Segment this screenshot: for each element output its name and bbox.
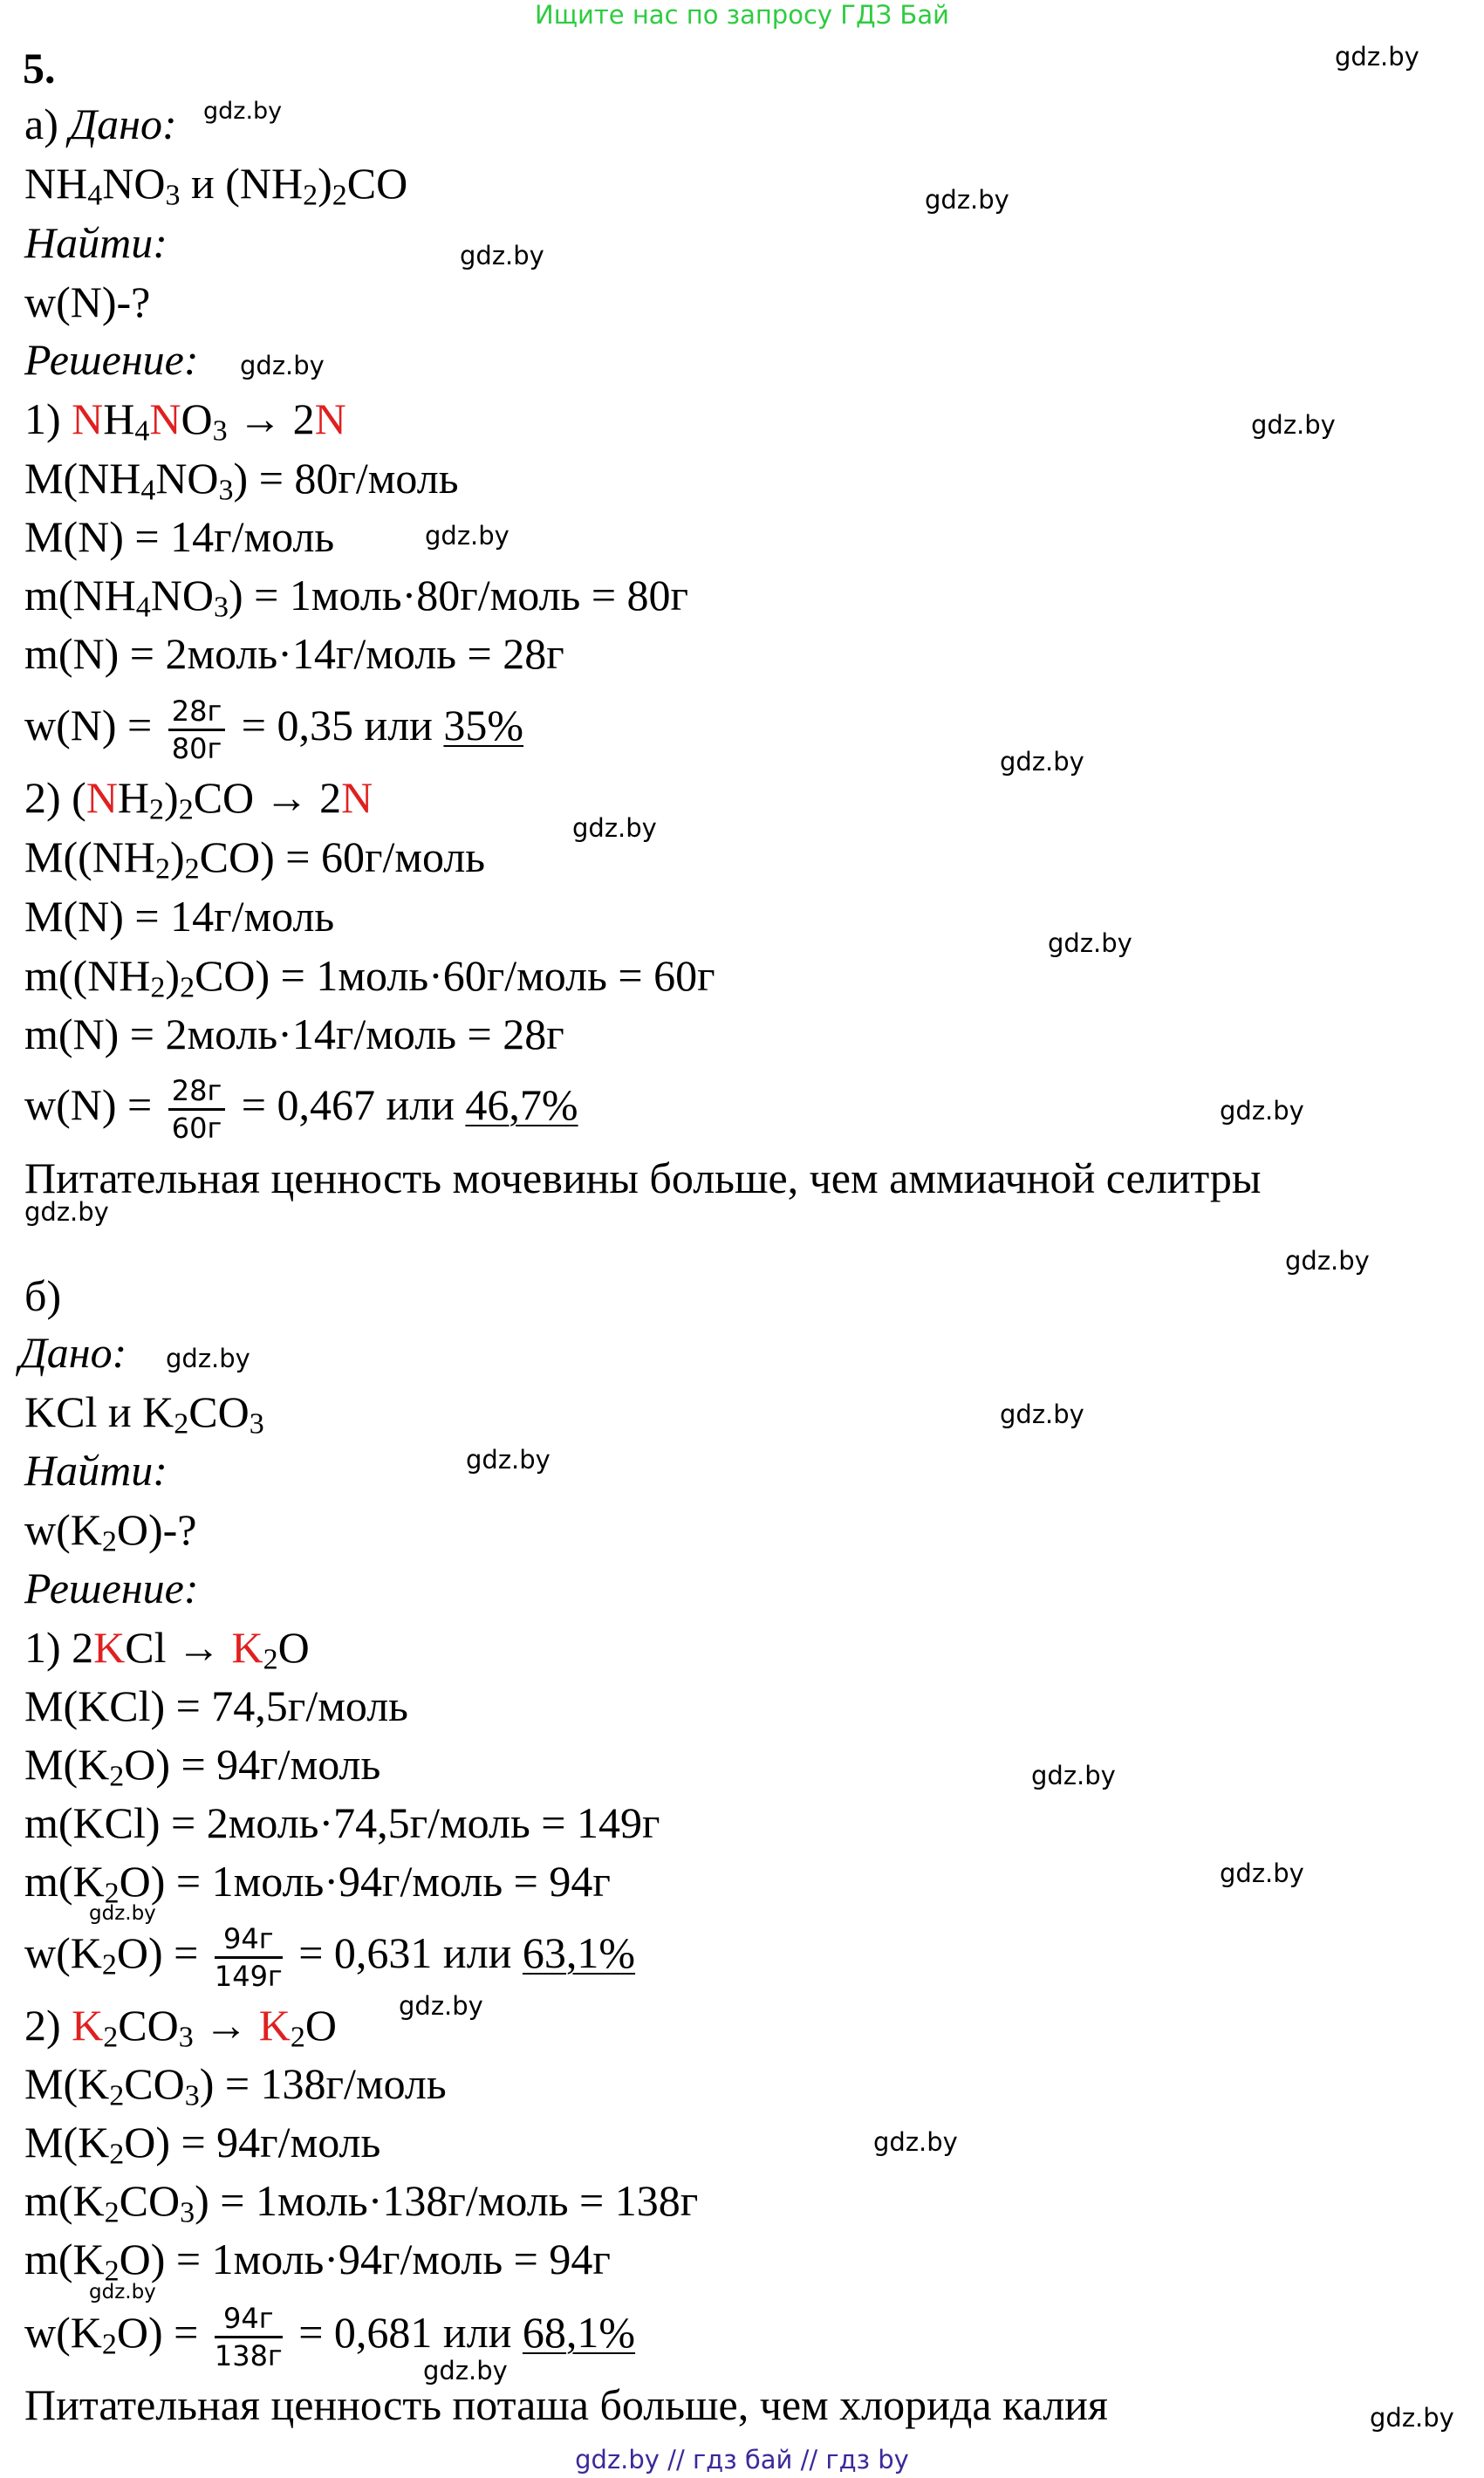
watermark: gdz.by: [1048, 928, 1132, 958]
b-step2-molar-mass-k2o: $M(K_2O)$ = 94г/моль: [24, 2118, 381, 2171]
watermark: gdz.by: [1000, 747, 1084, 777]
watermark: gdz.by: [89, 2281, 156, 2303]
watermark: gdz.by: [240, 351, 325, 380]
watermark: gdz.by: [166, 1344, 250, 1373]
a-step1-fraction: w(N) = $\frac{28г}{80г}$ = 0,35 или 35%: [24, 695, 524, 766]
task-number: 5.: [23, 44, 56, 92]
watermark: gdz.by: [1335, 42, 1419, 72]
a-conclusion: Питательная ценность мочевины больше, чем аммиачной селитры: [24, 1153, 1262, 1202]
a-step2-molar-mass: $M((NH_2)_2CO)$ = 60г/моль: [24, 832, 486, 886]
watermark: gdz.by: [1220, 1858, 1304, 1888]
watermark: gdz.by: [1251, 410, 1336, 440]
b-conclusion: Питательная ценность поташа больше, чем хлорида калия: [24, 2380, 1108, 2429]
watermark: gdz.by: [572, 813, 657, 843]
given-label-a: Дано:: [69, 99, 177, 148]
watermark: gdz.by: [1220, 1096, 1304, 1126]
b-step1-mass: m(KCl) = 2моль·74,5г/моль = 149г: [24, 1798, 660, 1847]
solution-label-a: Решение:: [24, 335, 199, 384]
find-b: $w(K_2O)-$?: [24, 1505, 197, 1558]
watermark: gdz.by: [460, 241, 544, 270]
watermark: gdz.by: [873, 2127, 958, 2157]
a-step2-equation: 2) $(NH_2)_2CO \to 2N$: [24, 773, 373, 826]
watermark: gdz.by: [1285, 1246, 1370, 1276]
watermark: gdz.by: [89, 1902, 156, 1925]
b-step1-molar-mass-k2o: $M(K_2O)$ = 94г/моль: [24, 1740, 381, 1793]
a-step2-mass-n: m(N) = 2моль·14г/моль = 28г: [24, 1010, 564, 1058]
b-step2-fraction: $w(K_2O)$ = $\frac{94г}{138г}$ = 0,681 или 68,1%: [24, 2302, 636, 2373]
watermark: gdz.by: [1370, 2403, 1454, 2433]
a-step1-equation: 1) $NH_4NO_3 \to 2N$: [24, 394, 346, 448]
a-step1-mass: $m(NH_4NO_3)$ = 1моль·80г/моль = 80г: [24, 571, 689, 624]
b-step2-mass-k2o: $m(K_2O)$ = 1моль·94г/моль = 94г: [24, 2235, 611, 2288]
a-step2-molar-mass-n: M(N) = 14г/моль: [24, 892, 335, 941]
answer-underlined: 35%: [443, 701, 524, 750]
footer-links[interactable]: gdz.by // гдз бай // гдз by: [575, 2445, 909, 2475]
b-step2-mass: $m(K_2CO_3)$ = 1моль·138г/моль = 138г: [24, 2176, 699, 2229]
fraction: $\frac{94г}{138г}$: [214, 2302, 283, 2373]
a-step2-mass: $m((NH_2)_2CO)$ = 1моль·60г/моль = 60г: [24, 951, 715, 1004]
find-a: w(N)-?: [24, 277, 151, 326]
given-b: KCl и $K_2CO_3$: [24, 1387, 264, 1441]
answer-underlined: 46,7%: [465, 1080, 578, 1129]
find-label-a: Найти:: [24, 218, 168, 267]
b-step1-fraction: $w(K_2O)$ = $\frac{94г}{149г}$ = 0,631 или 63,1%: [24, 1922, 636, 1994]
watermark: gdz.by: [425, 521, 509, 551]
a-step1-mass-n: m(N) = 2моль·14г/моль = 28г: [24, 629, 564, 678]
fraction: $\frac{28г}{80г}$: [168, 695, 226, 764]
top-banner[interactable]: Ищите нас по запросу ГДЗ Бай: [535, 0, 949, 30]
a-step1-molar-mass-n: M(N) = 14г/моль: [24, 512, 335, 561]
b-step1-mass-k2o: $m(K_2O)$ = 1моль·94г/моль = 94г: [24, 1857, 611, 1910]
part-a-header: [24, 98, 177, 150]
b-step2-equation: 2) $K_2CO_3 \to K_2O$: [24, 2001, 337, 2054]
watermark: gdz.by: [1031, 1761, 1116, 1790]
watermark: gdz.by: [203, 98, 283, 125]
watermark: gdz.by: [1000, 1400, 1084, 1429]
watermark: gdz.by: [423, 2356, 508, 2386]
solution-label-b: Решение:: [24, 1564, 199, 1612]
watermark: gdz.by: [24, 1197, 109, 1227]
given-a: $NH_4NO_3$ и $(NH_2)_2CO$: [24, 159, 408, 212]
answer-underlined: 68,1%: [522, 2308, 636, 2357]
fraction: $\frac{94г}{149г}$: [214, 1922, 283, 1994]
part-a-label: а): [24, 99, 58, 148]
b-step1-molar-mass: M(KCl) = 74,5г/моль: [24, 1681, 408, 1730]
watermark: gdz.by: [399, 1991, 483, 2021]
watermark: gdz.by: [925, 185, 1009, 215]
b-step1-equation: 1) $2KCl \to K_2O$: [24, 1623, 310, 1676]
given-label-b: Дано:: [19, 1328, 127, 1377]
find-label-b: Найти:: [24, 1446, 168, 1495]
a-step2-fraction: w(N) = $\frac{28г}{60г}$ = 0,467 или 46,7%: [24, 1074, 578, 1146]
answer-underlined: 63,1%: [522, 1928, 636, 1977]
a-step1-molar-mass: $M(NH_4NO_3)$ = 80г/моль: [24, 454, 459, 507]
b-step2-molar-mass: $M(K_2CO_3)$ = 138г/моль: [24, 2059, 447, 2112]
watermark: gdz.by: [466, 1445, 551, 1475]
fraction: $\frac{28г}{60г}$: [168, 1075, 226, 1144]
part-b-label: б): [24, 1271, 62, 1320]
